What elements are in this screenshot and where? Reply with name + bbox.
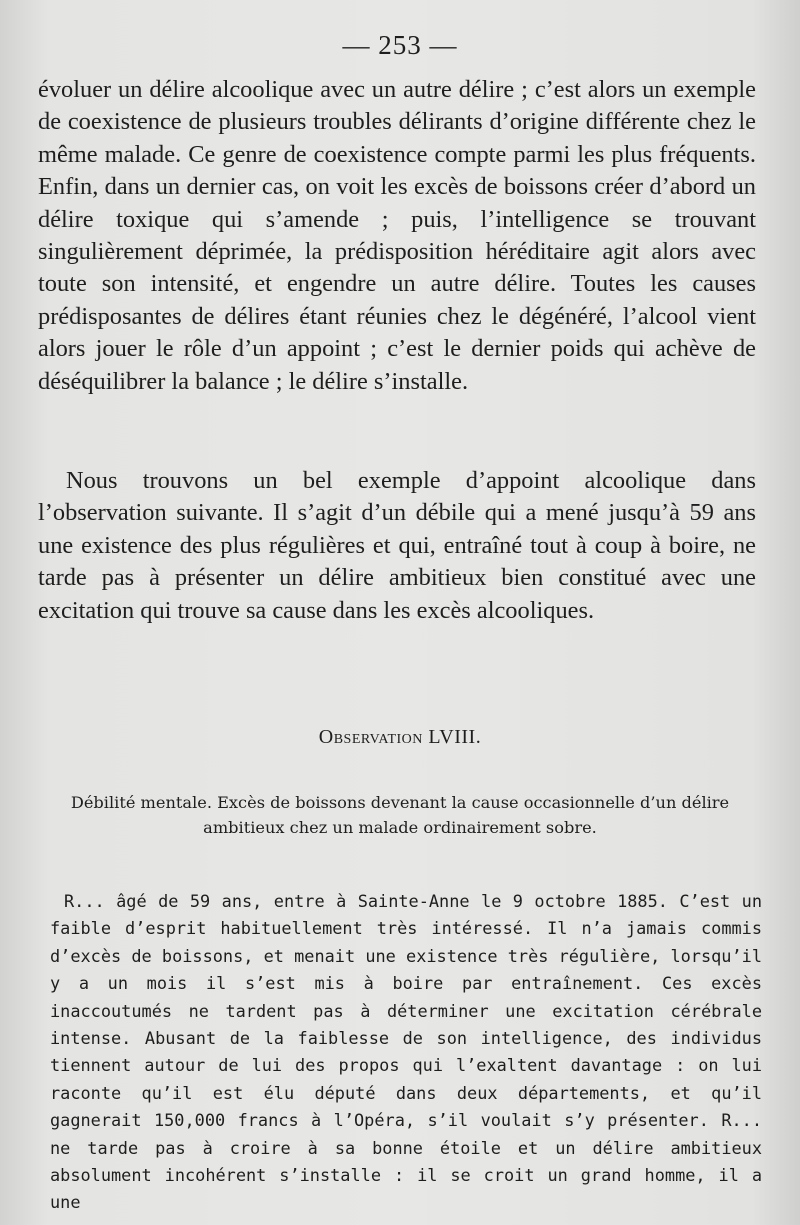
observation-title-text: Observation LVIII.: [318, 726, 482, 748]
observation-title: [0, 726, 800, 749]
paragraph-text: évoluer un délire alcoolique avec un autre délire ; c’est alors un exemple de coexistence de plusieurs troubles délirants d’origine différente chez le même malade. Ce genre de coexistence compte parmi les plus fréquents. Enfin, dans un dernier cas, on voit les excès de boissons créer d’abord un délire toxique qui s’amende ; puis, l’intelligence se trouvant singulièrement déprimée, la prédisposition héréditaire agit alors avec toute son intensité, et engendre un autre délire. Toutes les causes prédisposantes de délires étant réunies chez le dégénéré, l’alcool vient alors jouer le rôle d’un appoint ; c’est le dernier poids qui achève de déséquilibrer la balance ; le délire s’installe.: [38, 76, 756, 395]
page-number: — 253 —: [342, 30, 458, 60]
case-report: [50, 888, 762, 1217]
case-report-text: R... âgé de 59 ans, entre à Sainte-Anne le 9 octobre 1885. C’est un faible d’esprit habituellement très intéressé. Il n’a jamais commis d’excès de boissons, et menait une existence très régulière, lorsqu’il y a un mois il s’est mis à boire par entraînement. Ces excès inaccoutumés ne tardent pas à déterminer une excitation cérébrale intense. Abusant de la faiblesse de son intelligence, des individus tiennent autour de lui des propos qui l’exaltent davantage : on lui raconte qu’il est élu député dans deux départements, et qu’il gagnerait 150,000 francs à l’Opéra, s’il voulait s’y présenter. R... ne tarde pas à croire à sa bonne étoile et un délire ambitieux absolument incohérent s’installe : il se croit un grand homme, il a une: [50, 891, 762, 1213]
paragraph-1: [38, 74, 756, 398]
paragraph-2: [38, 465, 756, 627]
observation-summary: Débilité mentale. Excès de boissons devenant la cause occasionnelle d’un délire ambitieux chez un malade ordinairement sobre.: [70, 793, 730, 837]
paragraph-text: Nous trouvons un bel exemple d’appoint alcoolique dans l’observation suivante. Il s’agit d’un débile qui a mené jusqu’à 59 ans une existence des plus régulières et qui, entraîné tout à coup à boire, ne tarde pas à présenter un délire ambitieux bien constitué avec une excitation qui trouve sa cause dans les excès alcooliques.: [38, 467, 756, 624]
